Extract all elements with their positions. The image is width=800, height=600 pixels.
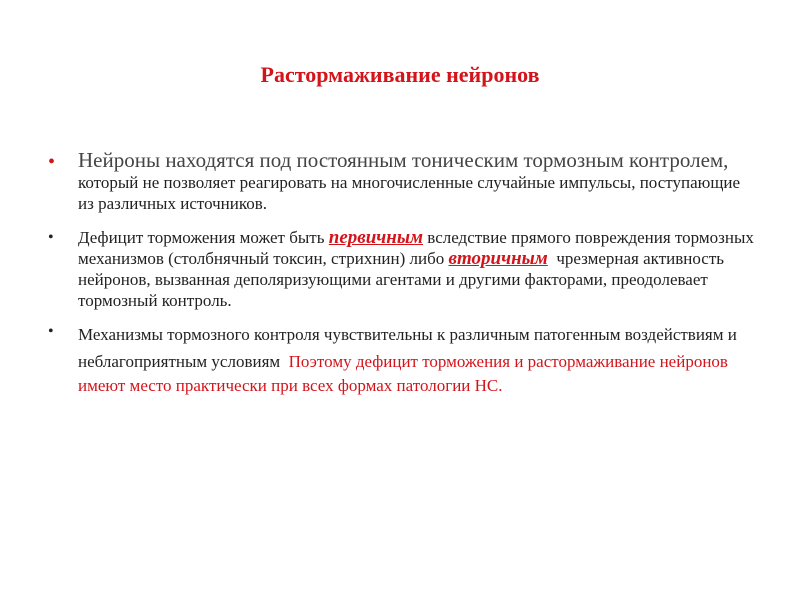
primary-emphasis: первичным [328,227,424,248]
bullet-item-2 [48,227,760,311]
bullet-2-text-c: чрезмерная активность нейронов, вызванная деполяризующими агентами и другими факторами, преодолевает тормозный контроль. [78,249,725,310]
bullet-1-body-text: который не позволяет реагировать на многочисленные случайные импульсы, поступающие из различных источников. [78,173,741,213]
bullet-item-3 [48,321,760,396]
bullet-1-lead-text: Нейроны находятся под постоянным тоническим тормозным контролем, [78,148,729,172]
bullet-2-text-b: вследствие прямого повреждения тормозных механизмов (столбнячный токсин, стрихнин) либо [78,228,754,268]
bullet-3-text-a: Механизмы тормозного контроля чувствительны к различным патогенным воздействиям и неблагоприятным условиям [78,325,737,371]
bullet-dot-icon: • [48,229,54,246]
bullet-3-conclusion-text: Поэтому дефицит торможения и растормаживание нейронов имеют место практически при всех формах патологии НС. [78,352,728,395]
bullet-item-1 [48,150,760,215]
bullet-dot-icon: • [48,151,56,173]
bullet-list [48,150,760,406]
slide-title: Растормаживание нейронов [260,62,540,87]
secondary-emphasis: вторичным [448,248,548,269]
bullet-2-text-a: Дефицит торможения может быть [78,228,329,247]
bullet-dot-icon: • [48,323,54,340]
